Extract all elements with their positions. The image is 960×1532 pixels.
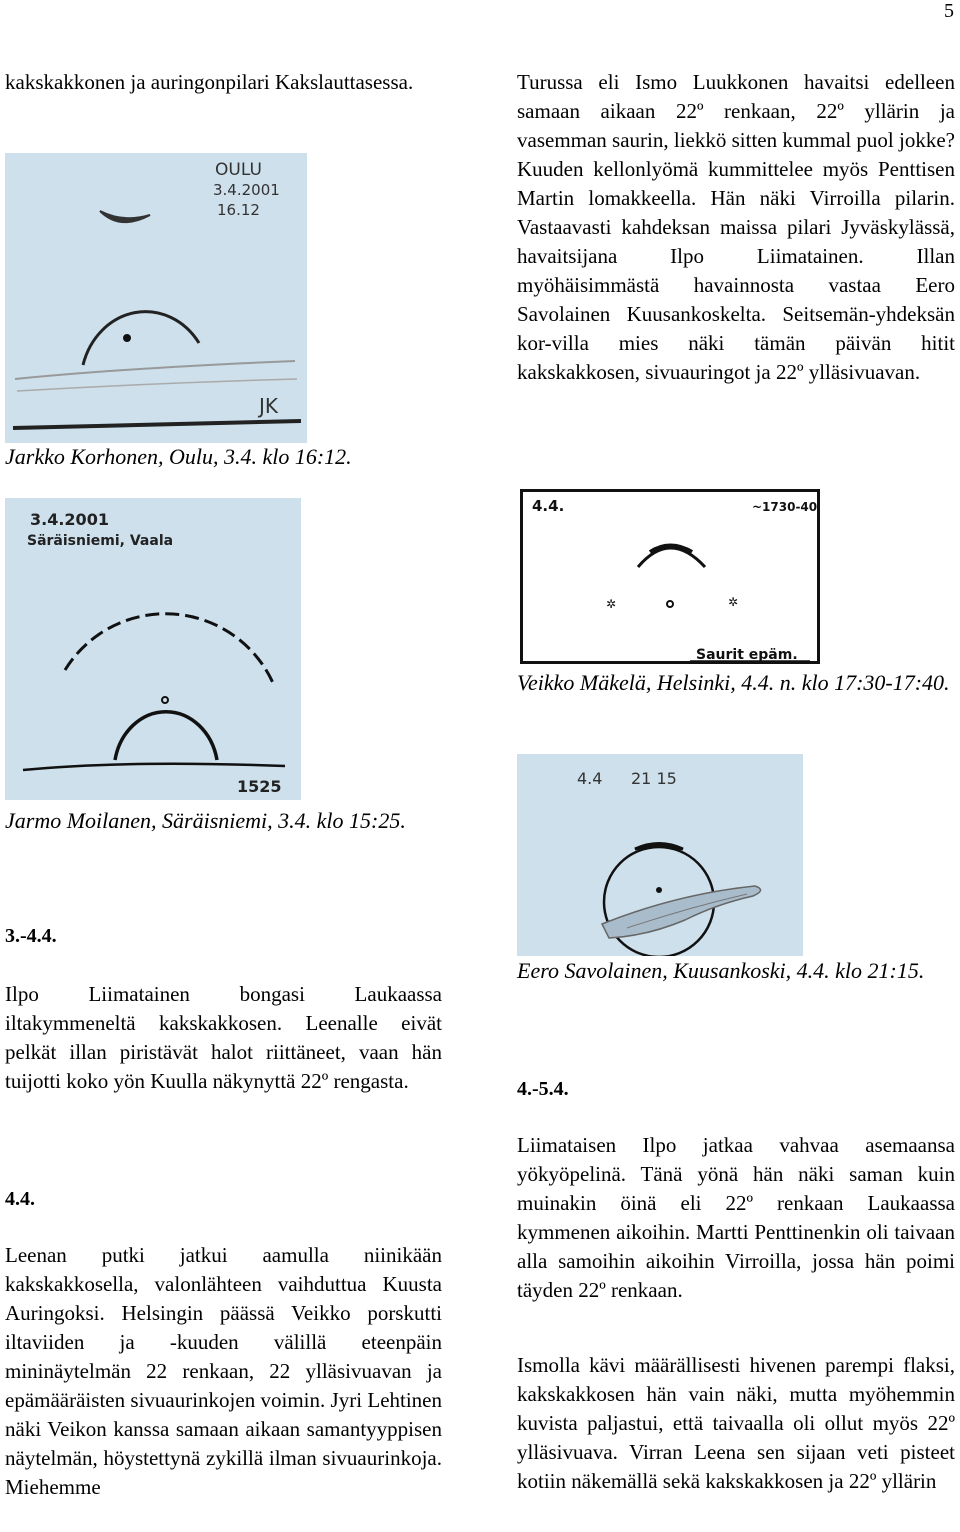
sketch-kuusankoski-time: 21 15 bbox=[631, 769, 677, 788]
parhelion-left: ✲ bbox=[606, 597, 617, 611]
sketch-kuusankoski-date: 4.4 bbox=[577, 769, 603, 788]
right-para-2: Liimataisen Ilpo jatkaa vahvaa asemaansa yökyöpelinä. Tänä yönä hän näki saman kuin muinakin öinä eli 22º renkaan Laukaassa kymmenen aikoihin. Martti Penttinenkin oli taivaan alla samoihin aikoihin Virroilla, jossa hän poimi täyden 22º renkaan. bbox=[517, 1133, 955, 1302]
sketch-oulu-initials: JK bbox=[259, 394, 279, 418]
sketch-oulu-label-1: OULU bbox=[215, 160, 262, 180]
sketch-kuusankoski bbox=[517, 754, 803, 956]
sketch-saraisniemi-place: Säräisniemi, Vaala bbox=[27, 533, 174, 549]
sketch-helsinki-note: Saurit epäm. bbox=[696, 647, 798, 663]
left-para-1: Ilpo Liimatainen bongasi Laukaassa iltakymmeneltä kakskakkosen. Leenalle eivät pelkät illan piristävät halot riittäneet, vaan hän tuijotti koko yön Kuulla näkynyttä 22º rengasta. bbox=[5, 982, 442, 1093]
heading-4-4: 4.4. bbox=[5, 1188, 35, 1210]
sketch-helsinki-time: ~1730-40 bbox=[752, 500, 818, 514]
caption-moilanen: Jarmo Moilanen, Säräisniemi, 3.4. klo 15:25. bbox=[5, 808, 406, 833]
sketch-saraisniemi bbox=[5, 498, 301, 800]
caption-korhonen: Jarkko Korhonen, Oulu, 3.4. klo 16:12. bbox=[5, 444, 352, 469]
left-para-2: Leenan putki jatkui aamulla niinikään kakskakkosella, valonlähteen vaihduttua Kuusta Auringoksi. Helsingin päässä Veikko porskutti iltaviiden ja -kuuden välillä eteenpäin mininäytelmän 22 renkaan, 22 ylläsivuavan ja epämääräisten sivuaurinkojen voimin. Jyri Lehtinen näki Veikon kanssa samaan aikaan samantyyppisen näytelmän, höystettynä zykillä ilman sivuaurinkoja. Miehemme bbox=[5, 1243, 442, 1499]
caption-savolainen: Eero Savolainen, Kuusankoski, 4.4. klo 21:15. bbox=[517, 958, 925, 983]
right-para-3: Ismolla kävi määrällisesti hivenen parempi flaksi, kakskakkosen hän vain näki, mutta myöhemmin kuvista paljastui, että taivaalla oli ollut myös 22º ylläsivuava. Virran Leena sen sijaan veti pisteet kotiin näkemällä sekä kakskakkosen ja 22º yllärin bbox=[517, 1353, 955, 1493]
sketch-oulu-label-3: 16.12 bbox=[217, 201, 260, 219]
heading-3-4-4: 3.-4.4. bbox=[5, 925, 57, 947]
sketch-helsinki-date: 4.4. bbox=[532, 497, 565, 515]
page-number: 5 bbox=[944, 0, 954, 22]
sketch-saraisniemi-time: 1525 bbox=[237, 777, 282, 796]
right-para-1: Turussa eli Ismo Luukkonen havaitsi edelleen samaan aikaan 22º renkaan, 22º yllärin ja vasemman saurin, liekkö sitten kummal puol jokke? Kuuden kellonlyömä kummittelee myös Penttisen Martin lomakkeella. Hän näki Virroilla pilarin. Vastaavasti kahdeksan maissa pilari Jyväskylässä, havaitsijana Ilpo Liimatainen. Illan myöhäisimmästä havainnosta vastaa Eero Savolainen Kuusankoskelta. Seitsemän-yhdeksän kor-villa mies näki tämän päivän hitit kakskakkosen, sivuauringot ja 22º ylläsivuavan. bbox=[517, 70, 955, 384]
moon-marker bbox=[656, 887, 662, 893]
sketch-oulu bbox=[5, 153, 307, 443]
sun-marker bbox=[123, 334, 131, 342]
caption-makela: Veikko Mäkelä, Helsinki, 4.4. n. klo 17:30-17:40. bbox=[517, 670, 950, 695]
parhelion-right: ✲ bbox=[728, 595, 739, 609]
sketch-oulu-label-2: 3.4.2001 bbox=[213, 181, 280, 199]
left-intro-text: kakskakkonen ja auringonpilari Kakslauttasessa. bbox=[5, 70, 414, 94]
heading-4-5-4: 4.-5.4. bbox=[517, 1078, 569, 1100]
sketch-saraisniemi-date: 3.4.2001 bbox=[30, 510, 109, 529]
sketch-helsinki bbox=[520, 489, 820, 664]
